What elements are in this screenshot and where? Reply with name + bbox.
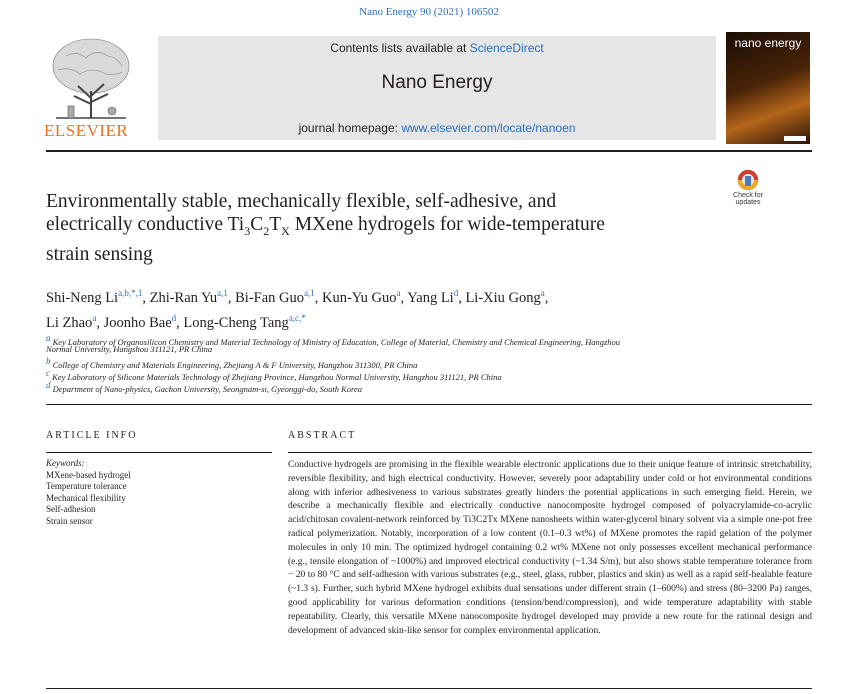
article-info-rule <box>46 452 272 453</box>
homepage-link[interactable]: www.elsevier.com/locate/nanoen <box>401 121 576 135</box>
check-text-2: updates <box>735 199 761 206</box>
keyword: Temperature tolerance <box>46 481 127 491</box>
section-rule <box>46 404 812 405</box>
affiliation: $^a$ Key Laboratory of Organosilicon Chemistry and Material Technology of Ministry of Education, College of Material, Chemistry and Chemical Engineering, Hangzhou <box>46 333 621 347</box>
journal-citation[interactable]: Nano Energy 90 (2021) 106502 <box>359 6 499 18</box>
journal-title[interactable]: Nano Energy <box>381 72 493 93</box>
contents-line: Contents lists available at ScienceDirect <box>330 41 544 55</box>
keyword: MXene-based hydrogel <box>46 469 131 480</box>
keyword: Strain sensor <box>46 515 93 526</box>
article-info-heading: ARTICLE INFO <box>46 430 138 441</box>
homepage-line: journal homepage: www.elsevier.com/locate/nanoen <box>298 121 576 135</box>
affiliation: $^d$ Department of Nano-physics, Gachon University, Seongnam-si, Gyeonggi-do, South Korea <box>46 380 363 394</box>
article-title[interactable]: Environmentally stable, mechanically flexible, self-adhesive, and electrically conductive $Ti_3C_2T_X$ MXene hydrogels for wide-temperature strain sensing <box>46 191 605 265</box>
check-text-1: Check for <box>733 192 763 199</box>
author[interactable]: Zhi-Ran Yu$^{a,1}$ <box>149 288 228 306</box>
author[interactable]: Long-Cheng Tang$^{a,c,*}$ <box>183 312 306 331</box>
author[interactable]: Kun-Yu Guo$^a$ <box>322 288 401 306</box>
journal-cover[interactable] <box>726 32 810 144</box>
author[interactable]: Bi-Fan Guo$^{a,1}$ <box>235 288 315 306</box>
author[interactable]: Shi-Neng $Li^{a,b,*,1}$ <box>46 288 143 306</box>
keywords-label: Keywords: <box>46 458 85 468</box>
author[interactable]: Li Zhao$^a$ <box>46 312 97 331</box>
cover-publisher-mark <box>784 136 806 141</box>
author-list: Shi-Neng $Li^{a,b,*,1}$, Zhi-Ran Yu$^{a,1}$, Bi-Fan Guo$^{a,1}$, Kun-Yu Guo$^a$, Yang Li$^d$, Li-Xiu Gong$^a$, Li Zhao$^a$, Joonho Bae$^d$, Long-Cheng Tang$^{a,c,*}$ <box>46 288 549 331</box>
affiliation: $^c$ Key Laboratory of Silicone Materials Technology of Zhejiang Province, Hangzhou Normal University, Hangzhou 311121, PR China <box>46 368 502 382</box>
author[interactable]: Yang Li$^d$ <box>407 288 459 306</box>
affiliation: Normal University, Hangshou 311121, PR China <box>46 344 213 354</box>
cover-title: nano energy <box>734 36 802 50</box>
keyword: Mechanical flexibility <box>46 492 126 503</box>
keywords-block <box>46 458 236 527</box>
bottom-rule <box>46 688 812 689</box>
crossmark-icon <box>728 168 768 192</box>
abstract-rule <box>288 452 812 453</box>
keyword: Self-adhesion <box>46 504 96 514</box>
affiliation: $^b$ College of Chemistry and Materials Engineering, Zhejiang A & F University, Hangzhou 311300, PR China <box>46 356 418 370</box>
abstract-heading: ABSTRACT <box>288 430 357 441</box>
abstract-text: Conductive hydrogels are promising in the flexible wearable electronic applications due to their unique feature of intrinsic stretchability, reversible flexibility, and high electrical conductivity. However, severely poor adaptability under cold or hot environmental conditions along with inferior adhesiveness to various substrates greatly hinders the potential applications in such emerging field. Herein, we describe a mechanically flexible and electrically conductive nanocomposite hydrogel composed of polyacrylamide-co-acrylic acid/chitosan covalent-network reinforced by Ti3C2Tx MXene nanosheets within water-glycerol binary solvent via a simple one-pot free radical polymerization. Notably, incorporation of a low content (0.1–0.3 wt%) of MXene promotes the rapid gelation of the polymer molecules in only 10 min. The optimized hydrogel containing 0.2 wt% MXene not only possesses excellent mechanical performance (e.g., tensile elongation of ~1000%) and improved electrical conductivity (~1.34 S/m), but also shows stable temperature tolerance from − 20 to 80 °C and self-adhesion with various substrates (e.g., steel, glass, rubber, plastics and skin) as well as a rapid self-healable feature (~1.3 s). Further, such hybrid MXene hydrogel exhibits dual sensations under different strain (1–600%) and stress (80–3200 Pa) ranges, good applicability for various deformation conditions (tension/bend/compression), and wide temperature adaptability with stable repeatability. Clearly, this versatile MXene nanocomposite hydrogel developed may provide a new route for the rational design and development of advanced skin-like sensor for complex environmental application. <box>288 460 812 636</box>
header-rule <box>46 150 812 152</box>
sciencedirect-link[interactable]: ScienceDirect <box>469 41 544 55</box>
journal-banner <box>158 36 716 140</box>
author[interactable]: Joonho Bae$^d$ <box>103 312 177 331</box>
check-for-updates-badge[interactable] <box>728 168 768 214</box>
elsevier-wordmark[interactable]: ELSEVIER <box>44 121 129 140</box>
author[interactable]: Li-Xiu Gong$^a$ <box>465 288 545 306</box>
